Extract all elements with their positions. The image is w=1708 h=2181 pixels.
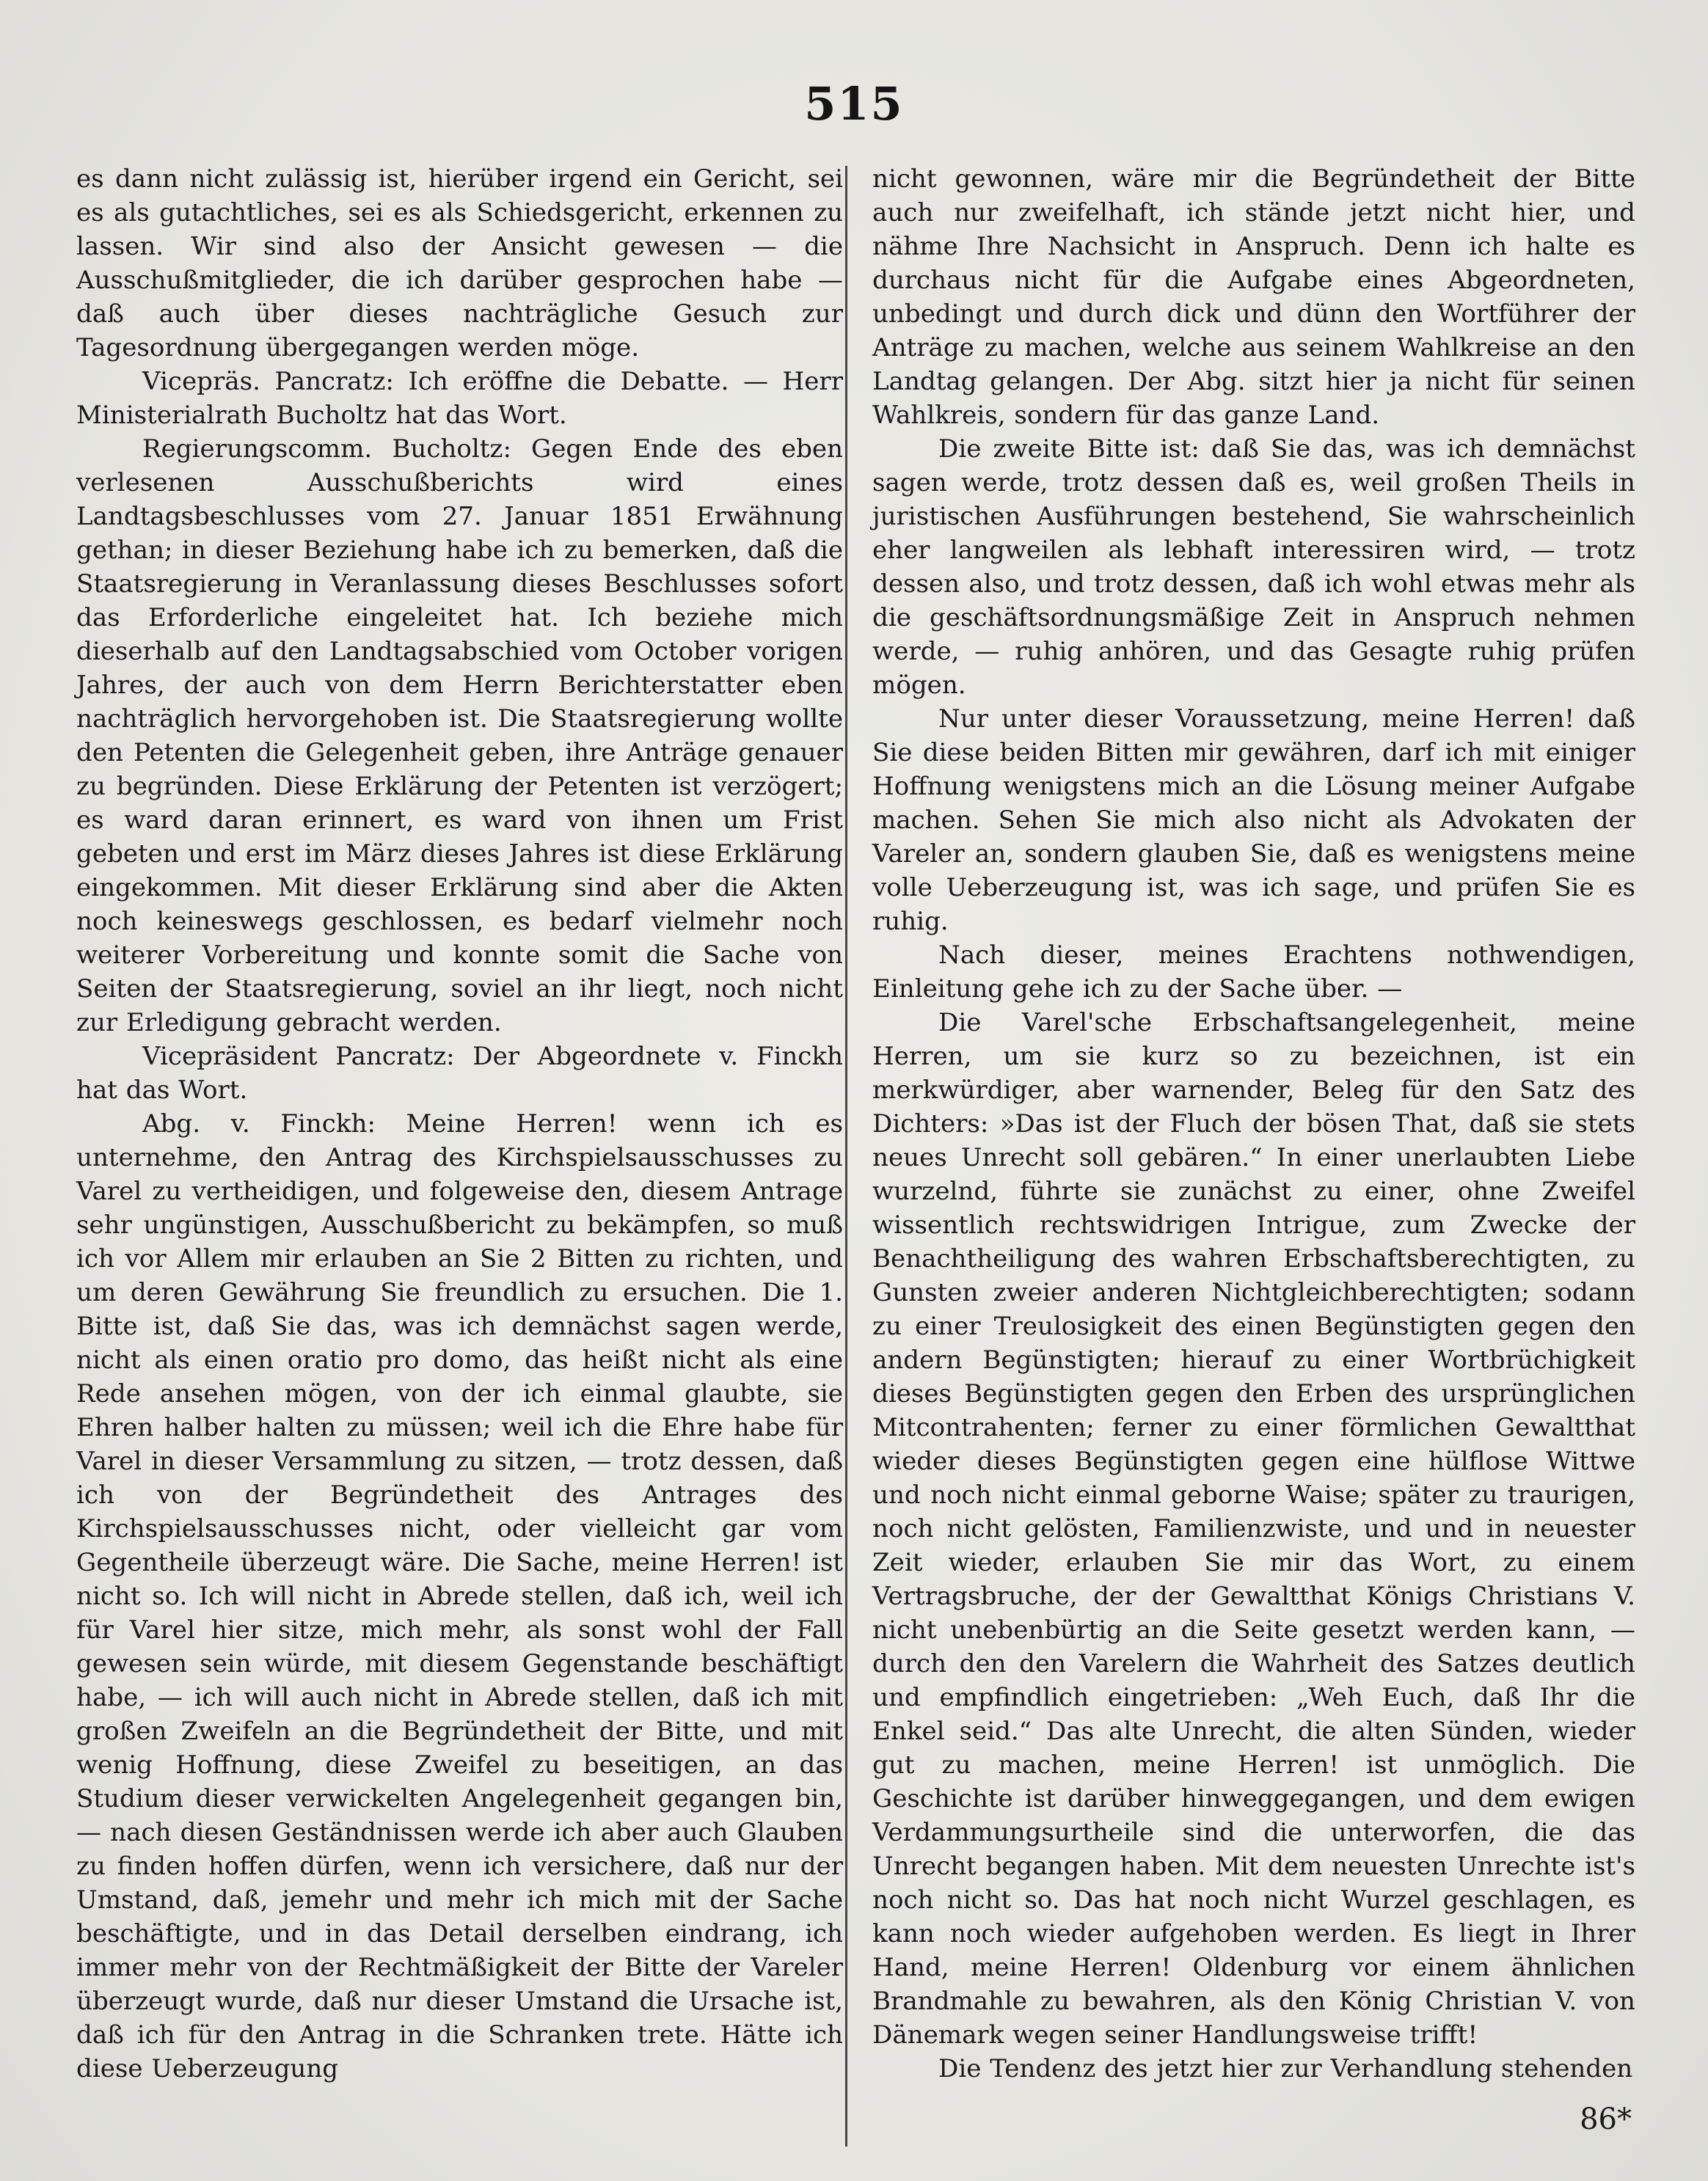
page-number: 515 <box>804 77 904 131</box>
paragraph: Vicepräs. Pancratz: Ich eröffne die Debatte. — Herr Ministerialrath Bucholtz hat das Wort. <box>76 367 843 430</box>
paragraph: nicht gewonnen, wäre mir die Begründetheit der Bitte auch nur zweifelhaft, ich stände jetzt nicht hier, und nähme Ihre Nachsicht in Anspruch. Denn ich halte es durchaus nicht für die Aufgabe eines Abgeordneten, unbedingt und durch dick und dünn den Wortführer der Anträge zu machen, welche aus seinem Wahlkreise an den Landtag gelangen. Der Abg. sitzt hier ja nicht für seinen Wahlkreis, sondern für das ganze Land. <box>872 164 1635 430</box>
paragraph: Die Varel'sche Erbschaftsangelegenheit, meine Herren, um sie kurz so zu bezeichnen, ist ein merkwürdiger, aber warnender, Beleg für den Satz des Dichters: »Das ist der Fluch der bösen That, daß sie stets neues Unrecht soll gebären.“ In einer unerlaubten Liebe wurzelnd, führte sie zunächst zu einer, ohne Zweifel wissentlich rechtswidrigen Intrigue, zum Zwecke der Benachtheiligung des wahren Erbschaftsberechtigten, zu Gunsten zweier anderen Nichtgleichberechtigten; sodann zu einer Treulosigkeit des einen Begünstigten gegen den andern Begünstigten; hierauf zu einer Wortbrüchigkeit dieses Begünstigten gegen den Erben des ursprünglichen Mitcontrahenten; ferner zu einer förmlichen Gewaltthat wieder dieses Begünstigten gegen eine hülflose Wittwe und noch nicht einmal geborne Waise; später zu traurigen, noch nicht gelösten, Familienzwiste, und und in neuester Zeit wieder, erlauben Sie mir das Wort, zu einem Vertragsbruche, der der Gewaltthat Königs Christians V. nicht unebenbürtig an die Seite gesetzt werden kann, — durch den den Varelern die Wahrheit des Satzes deutlich und empfindlich eingetrieben: „Weh Euch, daß Ihr die Enkel seid.“ Das alte Unrecht, die alten Sünden, wieder gut zu machen, meine Herren! ist unmöglich. Die Geschichte ist darüber hinweggegangen, und dem ewigen Verdammungsurtheile sind die unterworfen, die das Unrecht begangen haben. Mit dem neuesten Unrechte ist's noch nicht so. Das hat noch nicht Wurzel geschlagen, es kann noch wieder aufgehoben werden. Es liegt in Ihrer Hand, meine Herren! Oldenburg vor einem ähnlichen Brandmahle zu bewahren, als den König Christian V. von Dänemark wegen seiner Handlungsweise trifft! <box>872 1008 1635 2050</box>
column-divider <box>845 166 847 2147</box>
paragraph: Abg. v. Finckh: Meine Herren! wenn ich es unternehme, den Antrag des Kirchspielsausschusses zu Varel zu vertheidigen, und folgeweise den, diesem Antrage sehr ungünstigen, Ausschußbericht zu bekämpfen, so muß ich vor Allem mir erlauben an Sie 2 Bitten zu richten, und um deren Gewährung Sie freundlich zu ersuchen. Die 1. Bitte ist, daß Sie das, was ich demnächst sagen werde, nicht als einen oratio pro domo, das heißt nicht als eine Rede ansehen mögen, von der ich einmal glaubte, sie Ehren halber halten zu müssen; weil ich die Ehre habe für Varel in dieser Versammlung zu sitzen, — trotz dessen, daß ich von der Begründetheit des Antrages des Kirchspielsausschusses nicht, oder vielleicht gar vom Gegentheile überzeugt wäre. Die Sache, meine Herren! ist nicht so. Ich will nicht in Abrede stellen, daß ich, weil ich für Varel hier sitze, mich mehr, als sonst wohl der Fall gewesen sein würde, mit diesem Gegenstande beschäftigt habe, — ich will auch nicht in Abrede stellen, daß ich mit großen Zweifeln an die Begründetheit der Bitte, und mit wenig Hoffnung, diese Zweifel zu beseitigen, an das Studium dieser verwickelten Angelegenheit gegangen bin, — nach diesen Geständnissen werde ich aber auch Glauben zu finden hoffen dürfen, wenn ich versichere, daß nur der Umstand, daß, jemehr und mehr ich mich mit der Sache beschäftigte, und in das Detail derselben eindrang, ich immer mehr von der Rechtmäßigkeit der Bitte der Vareler überzeugt wurde, daß nur dieser Umstand die Ursache ist, daß ich für den Antrag in die Schranken trete. Hätte ich diese Ueberzeugung <box>76 1109 843 2083</box>
signature-mark: 86* <box>1580 2103 1632 2136</box>
paragraph: Die zweite Bitte ist: daß Sie das, was ich demnächst sagen werde, trotz dessen daß es, weil großen Theils in juristischen Ausführungen bestehend, Sie wahrscheinlich eher langweilen als lebhaft interessiren wird, — trotz dessen also, und trotz dessen, daß ich wohl etwas mehr als die geschäftsordnungsmäßige Zeit in Anspruch nehmen werde, — ruhig anhören, und das Gesagte ruhig prüfen mögen. <box>872 434 1635 700</box>
paragraph: es dann nicht zulässig ist, hierüber irgend ein Gericht, sei es als gutachtliches, sei es als Schiedsgericht, erkennen zu lassen. Wir sind also der Ansicht gewesen — die Ausschußmitglieder, die ich darüber gesprochen habe — daß auch über dieses nachträgliche Gesuch zur Tagesordnung übergegangen werden möge. <box>76 164 843 362</box>
left-column <box>76 162 843 2086</box>
paragraph: Regierungscomm. Bucholtz: Gegen Ende des eben verlesenen Ausschußberichts wird eines Landtagsbeschlusses vom 27. Januar 1851 Erwähnung gethan; in dieser Beziehung habe ich zu bemerken, daß die Staatsregierung in Veranlassung dieses Beschlusses sofort das Erforderliche eingeleitet hat. Ich beziehe mich dieserhalb auf den Landtagsabschied vom October vorigen Jahres, der auch von dem Herrn Berichterstatter eben nachträglich hervorgehoben ist. Die Staatsregierung wollte den Petenten die Gelegenheit geben, ihre Anträge genauer zu begründen. Diese Erklärung der Petenten ist verzögert; es ward daran erinnert, es ward von ihnen um Frist gebeten und erst im März dieses Jahres ist diese Erklärung eingekommen. Mit dieser Erklärung sind aber die Akten noch keineswegs geschlossen, es bedarf vielmehr noch weiterer Vorbereitung und konnte somit die Sache von Seiten der Staatsregierung, soviel an ihr liegt, noch nicht zur Erledigung gebracht werden. <box>76 434 843 1037</box>
paragraph: Vicepräsident Pancratz: Der Abgeordnete v. Finckh hat das Wort. <box>76 1042 843 1105</box>
paragraph: Nach dieser, meines Erachtens nothwendigen, Einleitung gehe ich zu der Sache über. — <box>872 940 1635 1004</box>
right-column <box>872 162 1635 2086</box>
paragraph: Die Tendenz des jetzt hier zur Verhandlung stehenden <box>938 2054 1633 2083</box>
paragraph: Nur unter dieser Voraussetzung, meine Herren! daß Sie diese beiden Bitten mir gewähren, darf ich mit einiger Hoffnung wenigstens mich an die Lösung meiner Aufgabe machen. Sehen Sie mich also nicht als Advokaten der Vareler an, sondern glauben Sie, daß es wenigstens meine volle Ueberzeugung ist, was ich sage, und prüfen Sie es ruhig. <box>872 704 1635 936</box>
